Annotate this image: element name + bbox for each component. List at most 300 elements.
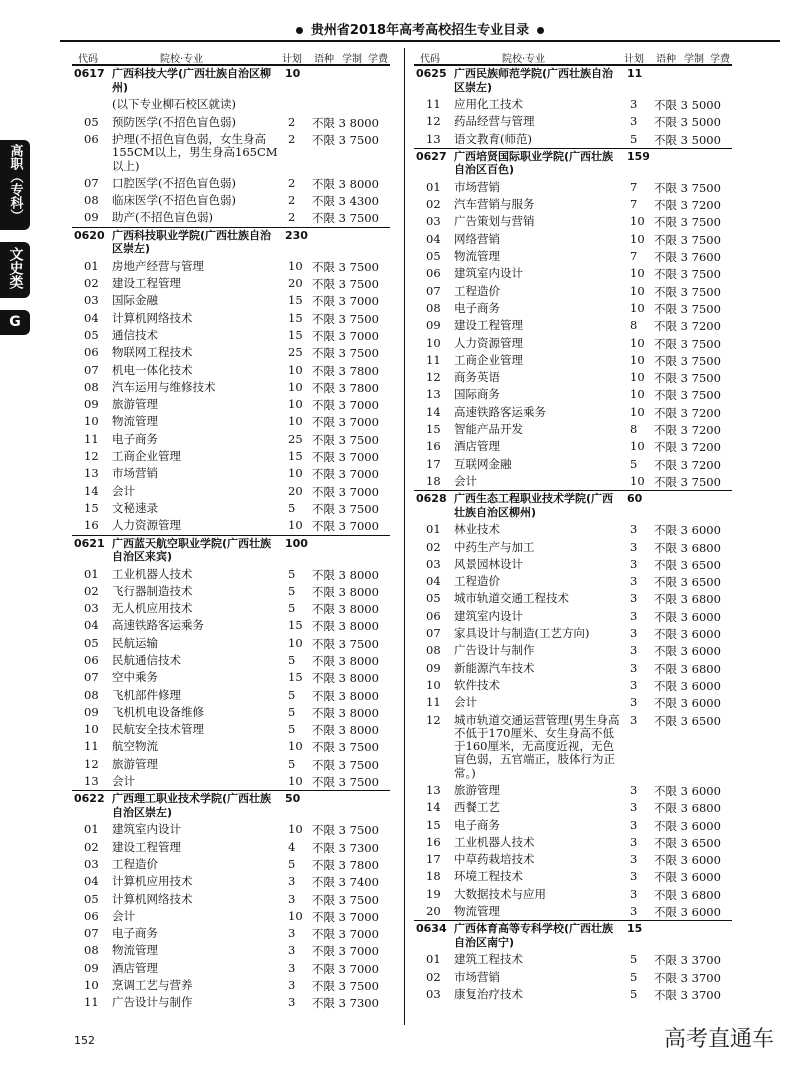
major-terms: 不限 3 7200	[654, 440, 721, 455]
major-plan: 10	[630, 404, 645, 419]
major-row	[414, 817, 732, 834]
major-name: 软件技术	[454, 677, 500, 692]
major-row	[414, 335, 732, 352]
column-header	[72, 48, 390, 65]
major-name: 药品经营与管理	[454, 114, 535, 129]
major-terms: 不限 3 8000	[312, 602, 379, 617]
major-row	[414, 834, 732, 851]
major-row	[414, 179, 732, 196]
major-row	[414, 473, 732, 490]
major-code: 05	[84, 891, 99, 906]
major-plan: 7	[630, 179, 638, 194]
major-row	[72, 310, 390, 327]
major-plan: 3	[630, 712, 638, 727]
major-plan: 15	[288, 618, 303, 633]
major-row	[72, 379, 390, 396]
major-terms: 不限 3 7500	[654, 301, 721, 316]
major-name: 口腔医学(不招色盲色弱)	[112, 175, 236, 190]
major-code: 01	[84, 566, 99, 581]
major-name: 国际商务	[454, 387, 500, 402]
major-plan: 3	[630, 97, 638, 111]
major-terms: 不限 3 8000	[312, 115, 379, 130]
major-name: 物流管理	[454, 904, 500, 919]
major-plan: 10	[630, 370, 645, 385]
major-plan: 4	[288, 839, 296, 854]
major-code: 08	[84, 687, 99, 702]
major-name: 飞机部件修理	[112, 687, 181, 702]
school-name: 广西科技大学(广西壮族自治区柳州)	[112, 67, 272, 94]
major-name: 应用化工技术	[454, 97, 523, 111]
major-terms: 不限 3 7000	[312, 944, 379, 959]
major-row	[414, 352, 732, 369]
school-header	[414, 148, 732, 179]
major-plan: 10	[288, 635, 303, 650]
major-row	[414, 131, 732, 148]
major-name: 计算机网络技术	[112, 891, 193, 906]
major-row	[414, 625, 732, 642]
major-name: 网络营销	[454, 231, 500, 246]
major-plan: 3	[288, 891, 296, 906]
major-terms: 不限 3 7500	[312, 775, 379, 790]
major-plan: 5	[630, 986, 638, 1001]
major-plan: 2	[288, 210, 296, 225]
major-name: 人力资源管理	[454, 335, 523, 350]
major-code: 04	[426, 574, 441, 589]
major-code: 01	[84, 258, 99, 273]
major-name: 空中乘务	[112, 670, 158, 685]
major-name: 计算机网络技术	[112, 310, 193, 325]
major-row	[414, 590, 732, 607]
major-code: 11	[84, 739, 99, 754]
major-plan: 5	[288, 687, 296, 702]
major-plan: 10	[630, 266, 645, 281]
major-row	[414, 386, 732, 403]
major-name: 电子商务	[454, 817, 500, 832]
major-name: 会计	[112, 774, 135, 789]
major-row	[414, 986, 732, 1003]
major-plan: 2	[288, 114, 296, 129]
major-terms: 不限 3 7500	[312, 740, 379, 755]
major-plan: 10	[630, 300, 645, 315]
header-fee: 学费	[710, 54, 730, 65]
major-name: 人力资源管理	[112, 518, 181, 533]
major-terms: 不限 3 7500	[312, 259, 379, 274]
major-plan: 3	[288, 926, 296, 941]
major-name: 建筑室内设计	[454, 266, 523, 281]
major-code: 02	[84, 583, 99, 598]
major-terms: 不限 3 7500	[654, 284, 721, 299]
bullet-icon	[296, 27, 303, 34]
major-name: 电子商务	[112, 431, 158, 446]
major-plan: 3	[630, 869, 638, 884]
major-row	[414, 642, 732, 659]
header-years: 学制	[342, 54, 362, 65]
major-row	[72, 131, 390, 175]
major-name: 汽车运用与维修技术	[112, 379, 216, 394]
side-tab-level: 高职（专科）	[0, 140, 30, 230]
major-terms: 不限 3 7500	[312, 346, 379, 361]
major-name: 工业机器人技术	[454, 834, 535, 849]
major-name: 文秘速录	[112, 500, 158, 515]
major-plan: 20	[288, 483, 303, 498]
school-total: 60	[627, 492, 643, 506]
major-terms: 不限 3 7500	[312, 432, 379, 447]
major-terms: 不限 3 8000	[312, 584, 379, 599]
major-row	[414, 694, 732, 711]
major-code: 07	[84, 926, 99, 941]
major-name: 建筑室内设计	[454, 608, 523, 623]
major-code: 07	[426, 283, 441, 298]
major-code: 10	[84, 722, 99, 737]
side-tab-letter: G	[0, 310, 30, 335]
major-code: 09	[426, 660, 441, 675]
major-code: 02	[84, 276, 99, 291]
major-terms: 不限 3 6000	[654, 609, 721, 624]
major-code: 16	[426, 439, 441, 454]
major-name: 西餐工艺	[454, 800, 500, 815]
major-plan: 5	[288, 566, 296, 581]
major-plan: 2	[288, 193, 296, 208]
major-row	[72, 192, 390, 209]
major-plan: 10	[288, 379, 303, 394]
major-plan: 10	[288, 362, 303, 377]
major-row	[414, 521, 732, 538]
major-terms: 不限 3 6000	[654, 870, 721, 885]
major-terms: 不限 3 7500	[654, 474, 721, 489]
school-total: 159	[627, 149, 650, 163]
header-lang: 语种	[314, 54, 334, 65]
major-row	[414, 213, 732, 230]
major-terms: 不限 3 7000	[312, 519, 379, 534]
major-name: 互联网金融	[454, 456, 512, 471]
major-name: 物联网工程技术	[112, 345, 193, 360]
major-terms: 不限 3 7600	[654, 250, 721, 265]
major-plan: 15	[288, 293, 303, 308]
major-row	[414, 556, 732, 573]
major-row	[72, 209, 390, 226]
major-plan: 3	[630, 556, 638, 571]
major-code: 03	[426, 214, 441, 229]
major-code: 15	[84, 500, 99, 515]
major-code: 19	[426, 886, 441, 901]
major-row	[72, 756, 390, 773]
major-plan: 3	[288, 978, 296, 993]
major-row	[72, 362, 390, 379]
major-row	[414, 799, 732, 816]
major-terms: 不限 3 6800	[654, 661, 721, 676]
major-plan: 3	[630, 643, 638, 658]
major-code: 07	[84, 362, 99, 377]
major-code: 01	[84, 822, 99, 837]
major-row	[414, 113, 732, 130]
major-plan: 3	[630, 852, 638, 867]
major-terms: 不限 3 6800	[654, 592, 721, 607]
major-code: 02	[426, 539, 441, 554]
major-row	[72, 175, 390, 192]
major-code: 11	[426, 352, 441, 367]
major-plan: 2	[288, 131, 296, 146]
major-terms: 不限 3 6500	[654, 713, 721, 728]
major-code: 17	[426, 852, 441, 867]
major-code: 04	[426, 231, 441, 246]
header-years: 学制	[684, 54, 704, 65]
major-plan: 10	[630, 439, 645, 454]
major-code: 05	[84, 635, 99, 650]
school-total: 11	[627, 67, 643, 80]
major-code: 09	[84, 960, 99, 975]
major-code: 12	[426, 114, 441, 129]
major-code: 09	[84, 704, 99, 719]
major-plan: 10	[288, 397, 303, 412]
major-row	[414, 438, 732, 455]
major-row	[72, 721, 390, 738]
major-plan: 10	[630, 283, 645, 298]
major-plan: 10	[288, 774, 303, 789]
major-name: 智能产品开发	[454, 422, 523, 437]
school-total: 10	[285, 67, 301, 80]
major-terms: 不限 3 3700	[654, 953, 721, 968]
school-note: (以下专业柳石校区就读)	[112, 97, 236, 111]
major-name: 护理(不招色盲色弱，女生身高155CM以上，男生身高165CM以上)	[112, 131, 278, 173]
major-plan: 8	[630, 318, 638, 333]
major-name: 广告设计与制作	[454, 643, 535, 658]
major-name: 工程造价	[112, 856, 158, 871]
major-plan: 15	[288, 327, 303, 342]
major-terms: 不限 3 6000	[654, 905, 721, 920]
major-code: 12	[426, 370, 441, 385]
major-name: 飞行器制造技术	[112, 583, 193, 598]
major-terms: 不限 3 6800	[654, 540, 721, 555]
major-name: 建设工程管理	[112, 839, 181, 854]
watermark: 高考直通车	[663, 1027, 774, 1052]
bullet-icon	[537, 27, 544, 34]
school-code: 0622	[74, 792, 105, 806]
major-plan: 10	[630, 214, 645, 229]
major-terms: 不限 3 8000	[312, 723, 379, 738]
major-name: 大数据技术与应用	[454, 886, 546, 901]
side-tabs	[0, 140, 44, 347]
major-code: 08	[426, 643, 441, 658]
header-fee: 学费	[368, 54, 388, 65]
major-code: 11	[426, 695, 441, 710]
major-terms: 不限 3 7500	[654, 388, 721, 403]
major-row	[72, 960, 390, 977]
major-row	[414, 317, 732, 334]
major-terms: 不限 3 7200	[654, 457, 721, 472]
major-code: 05	[84, 114, 99, 129]
major-code: 06	[84, 908, 99, 923]
major-row	[72, 652, 390, 669]
major-row	[72, 617, 390, 634]
major-plan: 5	[630, 969, 638, 984]
major-code: 20	[426, 904, 441, 919]
major-code: 06	[84, 653, 99, 667]
major-name: 风景园林设计	[454, 556, 523, 571]
major-plan: 10	[288, 414, 303, 429]
major-plan: 10	[630, 335, 645, 350]
major-code: 08	[84, 943, 99, 958]
major-terms: 不限 3 7800	[312, 363, 379, 378]
major-plan: 5	[288, 704, 296, 719]
major-plan: 3	[630, 800, 638, 815]
school-total: 230	[285, 228, 308, 242]
major-row	[414, 248, 732, 265]
major-name: 无人机应用技术	[112, 601, 193, 616]
major-terms: 不限 3 7200	[654, 198, 721, 213]
major-row	[72, 942, 390, 959]
school-total: 15	[627, 922, 643, 936]
major-plan: 3	[630, 677, 638, 692]
major-name: 城市轨道交通工程技术	[454, 591, 569, 606]
major-plan: 3	[288, 960, 296, 975]
major-code: 06	[84, 345, 99, 360]
major-plan: 3	[630, 626, 638, 641]
major-row	[414, 608, 732, 625]
major-terms: 不限 3 6500	[654, 835, 721, 850]
major-terms: 不限 3 7000	[312, 328, 379, 343]
major-row	[72, 344, 390, 361]
major-code: 02	[84, 839, 99, 854]
school-name: 广西蓝天航空职业学院(广西壮族自治区来宾)	[112, 536, 272, 564]
major-terms: 不限 3 7500	[312, 501, 379, 516]
major-row	[72, 925, 390, 942]
school-code: 0627	[416, 149, 447, 163]
major-plan: 15	[288, 449, 303, 464]
major-plan: 3	[630, 660, 638, 675]
major-code: 10	[426, 677, 441, 692]
major-code: 08	[84, 379, 99, 394]
school-code: 0620	[74, 228, 105, 242]
major-row	[72, 977, 390, 994]
major-terms: 不限 3 7200	[654, 319, 721, 334]
school-header	[72, 227, 390, 258]
major-code: 06	[426, 608, 441, 623]
major-code: 09	[84, 210, 99, 225]
major-code: 04	[84, 618, 99, 633]
header-name: 院校·专业	[160, 54, 204, 65]
school-header	[414, 920, 732, 951]
major-plan: 5	[630, 456, 638, 471]
major-name: 国际金融	[112, 293, 158, 308]
major-terms: 不限 3 7000	[312, 484, 379, 499]
major-terms: 不限 3 7300	[312, 840, 379, 855]
school-header	[414, 490, 732, 521]
major-plan: 10	[288, 739, 303, 754]
major-row	[414, 969, 732, 986]
major-terms: 不限 3 6500	[654, 575, 721, 590]
major-plan: 10	[630, 473, 645, 488]
major-terms: 不限 3 6000	[654, 853, 721, 868]
major-terms: 不限 3 6000	[654, 523, 721, 538]
school-name: 广西体育高等专科学校(广西壮族自治区南宁)	[454, 922, 614, 949]
major-name: 建设工程管理	[112, 276, 181, 291]
header-title-text: 贵州省2018年高考高校招生专业目录	[310, 23, 530, 38]
major-code: 10	[426, 335, 441, 350]
major-row	[414, 369, 732, 386]
major-row	[72, 669, 390, 686]
major-plan: 10	[288, 518, 303, 533]
major-terms: 不限 3 5000	[654, 98, 721, 112]
school-code: 0625	[416, 67, 447, 80]
major-code: 12	[426, 712, 441, 727]
major-terms: 不限 3 8000	[312, 619, 379, 634]
major-plan: 3	[630, 782, 638, 797]
major-name: 康复治疗技术	[454, 986, 523, 1001]
major-code: 13	[84, 774, 99, 789]
major-plan: 3	[630, 574, 638, 589]
major-row	[414, 851, 732, 868]
major-name: 汽车营销与服务	[454, 197, 535, 212]
major-name: 机电一体化技术	[112, 362, 193, 377]
major-code: 11	[84, 431, 99, 446]
header-plan: 计划	[282, 54, 302, 65]
major-terms: 不限 3 7500	[312, 636, 379, 651]
major-name: 新能源汽车技术	[454, 660, 535, 675]
major-terms: 不限 3 7500	[654, 353, 721, 368]
major-plan: 5	[288, 756, 296, 771]
major-terms: 不限 3 7500	[312, 757, 379, 772]
major-terms: 不限 3 7500	[312, 979, 379, 994]
school-name: 广西培贤国际职业学院(广西壮族自治区百色)	[454, 149, 614, 177]
major-terms: 不限 3 6000	[654, 783, 721, 798]
header-code: 代码	[420, 54, 440, 65]
major-plan: 5	[630, 131, 638, 146]
major-plan: 3	[288, 995, 296, 1010]
major-code: 02	[426, 969, 441, 984]
major-name: 林业技术	[454, 522, 500, 537]
major-name: 航空物流	[112, 739, 158, 754]
major-row	[72, 994, 390, 1011]
major-name: 计算机应用技术	[112, 874, 193, 889]
major-plan: 7	[630, 249, 638, 264]
major-terms: 不限 3 7500	[654, 371, 721, 386]
major-name: 旅游管理	[112, 756, 158, 771]
major-row	[72, 396, 390, 413]
major-code: 14	[84, 483, 99, 498]
major-name: 通信技术	[112, 327, 158, 342]
major-plan: 10	[630, 231, 645, 246]
major-name: 广告策划与营销	[454, 214, 535, 229]
major-name: 物流管理	[112, 943, 158, 958]
major-name: 酒店管理	[112, 960, 158, 975]
major-name: 烹调工艺与营养	[112, 978, 193, 993]
major-code: 10	[84, 978, 99, 993]
major-code: 03	[84, 601, 99, 616]
major-row	[414, 903, 732, 920]
page-number: 152	[74, 1034, 95, 1047]
major-code: 03	[84, 293, 99, 308]
major-name: 建设工程管理	[454, 318, 523, 333]
major-terms: 不限 3 7500	[654, 336, 721, 351]
major-name: 电子商务	[112, 926, 158, 941]
major-row	[72, 839, 390, 856]
page-header	[60, 22, 780, 42]
header-name: 院校·专业	[502, 54, 546, 65]
major-code: 08	[426, 300, 441, 315]
major-row	[72, 600, 390, 617]
major-plan: 5	[288, 722, 296, 737]
major-terms: 不限 3 8000	[312, 705, 379, 720]
major-name: 民航安全技术管理	[112, 722, 204, 737]
major-name: 民航运输	[112, 635, 158, 650]
right-column	[414, 48, 732, 1003]
major-plan: 25	[288, 431, 303, 446]
major-terms: 不限 3 6800	[654, 801, 721, 816]
side-tab-category: 文史类	[0, 242, 30, 298]
major-row	[72, 114, 390, 131]
major-name: 环境工程技术	[454, 869, 523, 884]
major-terms: 不限 3 7500	[654, 267, 721, 282]
